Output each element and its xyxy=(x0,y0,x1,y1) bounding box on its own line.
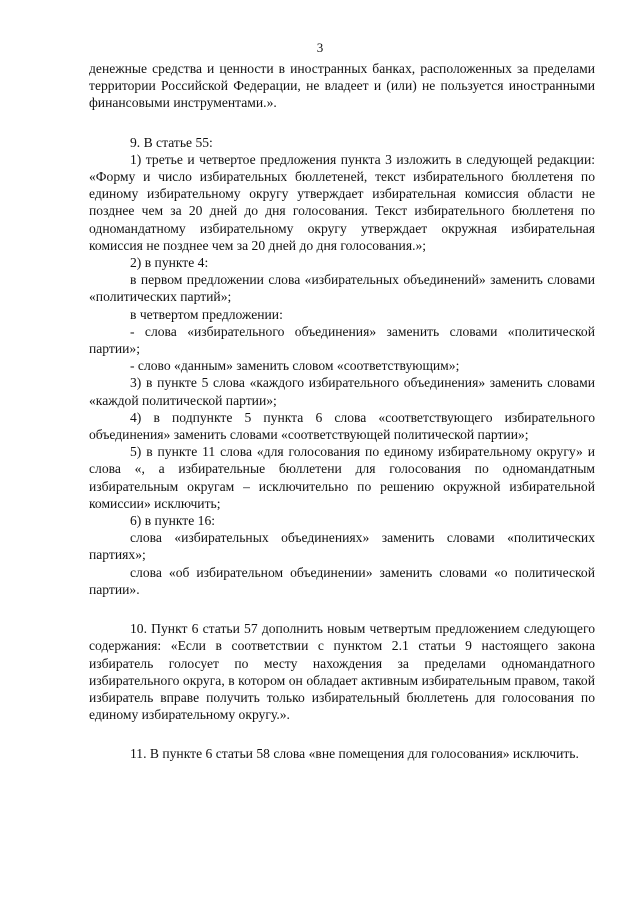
paragraph-item-9-heading: 9. В статье 55: xyxy=(130,134,213,150)
paragraph-item-9-1: 1) третье и четвертое предложения пункта 3 изложить в следующей редакции: «Форму и число избирательных бюллетеней, текст избирательного бюллетеня по единому избирательному округу утверждает избирательная комиссия области не позднее чем за 20 дней до дня голосования. Текст избирательного бюллетеня по одномандатному избирательному округу утверждает окружная избирательная комиссия не позднее чем за 20 дней до дня голосования.»; xyxy=(89,151,595,253)
paragraph-item-9-2-dash-2: - слово «данным» заменить словом «соответствующим»; xyxy=(130,358,460,374)
paragraph-item-9-5: 5) в пункте 11 слова «для голосования по единому избирательному округу» и слова «, а избирательные бюллетени для голосования по одномандатным избирательным округам – исключительно по решению окружной избирательной комиссии» исключить; xyxy=(89,444,595,511)
paragraph-item-9-3: 3) в пункте 5 слова «каждого избирательного объединения» заменить словами «каждой политической партии»; xyxy=(89,375,595,408)
paragraph-item-9-6-b: слова «об избирательном объединении» заменить словами «о политической партии». xyxy=(89,564,595,597)
page-number: 3 xyxy=(316,40,324,55)
paragraph-item-9-2-first-sentence: в первом предложении слова «избирательных объединений» заменить словами «политических партий»; xyxy=(89,272,595,305)
paragraph-item-10: 10. Пункт 6 статьи 57 дополнить новым четвертым предложением следующего содержания: «Если в соответствии с пунктом 2.1 статьи 9 настоящего закона избиратель голосует по месту нахождения за пределами одномандатного избирательного округа, в котором он обладает активным избирательным правом, такой избиратель вправе получить только избирательный бюллетень для голосования по единому избирательному округу.». xyxy=(89,621,595,723)
paragraph-item-9-2: 2) в пункте 4: xyxy=(130,255,209,271)
paragraph-item-9-4: 4) в подпункте 5 пункта 6 слова «соответствующего избирательного объединения» заменить словами «соответствующей политической партии»; xyxy=(89,409,595,443)
paragraph-item-9-6-a: слова «избирательных объединениях» заменить словами «политических партиях»; xyxy=(89,530,595,563)
paragraph-item-11: 11. В пункте 6 статьи 58 слова «вне помещения для голосования» исключить. xyxy=(130,746,579,762)
paragraph-tail-previous-section: денежные средства и ценности в иностранных банках, расположенных за пределами территории Российской Федерации, не владеет и (или) не пользуется иностранными финансовыми инструментами.». xyxy=(89,61,595,111)
paragraph-item-9-2-fourth-sentence: в четвертом предложении: xyxy=(130,306,283,322)
paragraph-item-9-2-dash-1: - слова «избирательного объединения» заменить словами «политической партии»; xyxy=(89,323,595,357)
paragraph-item-9-6: 6) в пункте 16: xyxy=(130,513,216,529)
document-body xyxy=(89,60,595,763)
